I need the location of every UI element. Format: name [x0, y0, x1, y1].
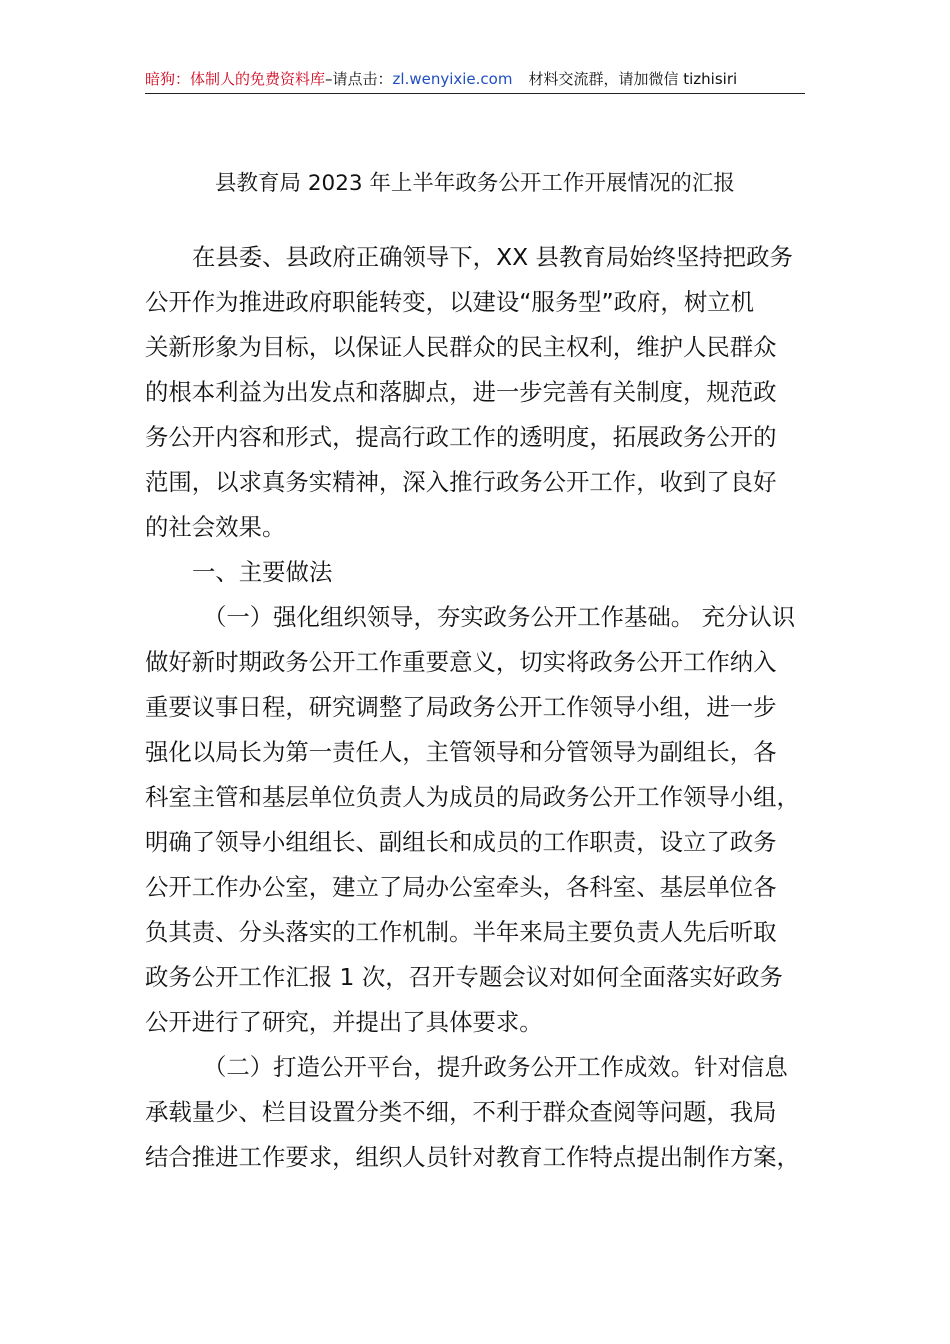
body-line: 在县委、县政府正确领导下，XX 县教育局始终坚持把政务 — [192, 243, 793, 271]
header-prompt: –请点击： — [325, 70, 393, 88]
header-brand: 暗狗：体制人的免费资料库 — [145, 70, 326, 88]
body-line: 重要议事日程，研究调整了局政务公开工作领导小组，进一步 — [145, 693, 777, 721]
body-line: 做好新时期政务公开工作重要意义，切实将政务公开工作纳入 — [145, 648, 777, 676]
page-header — [145, 66, 805, 92]
body-line: 公开进行了研究，并提出了具体要求。 — [145, 1008, 543, 1036]
header-divider — [145, 93, 805, 94]
body-line: 务公开内容和形式，提高行政工作的透明度，拓展政务公开的 — [145, 423, 777, 451]
document-title: 县教育局 2023 年上半年政务公开工作开展情况的汇报 — [215, 171, 735, 196]
header-note: 材料交流群，请加微信 tizhisiri — [528, 70, 738, 88]
body-line: 明确了领导小组组长、副组长和成员的工作职责，设立了政务 — [145, 828, 777, 856]
body-line: 承载量少、栏目设置分类不细，不利于群众查阅等问题，我局 — [145, 1098, 777, 1126]
subsection-heading-line: （一）强化组织领导，夯实政务公开工作基础。 充分认识 — [203, 603, 796, 631]
body-line: 强化以局长为第一责任人，主管领导和分管领导为副组长，各 — [145, 738, 777, 766]
body-line: 的根本利益为出发点和落脚点，进一步完善有关制度，规范政 — [145, 378, 777, 406]
body-line: 负其责、分头落实的工作机制。半年来局主要负责人先后听取 — [145, 918, 777, 946]
body-line: 的社会效果。 — [145, 513, 286, 541]
section-heading: 一、主要做法 — [192, 558, 333, 586]
body-line: 范围，以求真务实精神，深入推行政务公开工作，收到了良好 — [145, 468, 777, 496]
body-line: 公开工作办公室，建立了局办公室牵头，各科室、基层单位各 — [145, 873, 777, 901]
body-line: 结合推进工作要求，组织人员针对教育工作特点提出制作方案， — [145, 1143, 800, 1171]
body-line: 关新形象为目标，以保证人民群众的民主权利，维护人民群众 — [145, 333, 777, 361]
body-line: 政务公开工作汇报 1 次，召开专题会议对如何全面落实好政务 — [145, 963, 783, 991]
body-line: 公开作为推进政府职能转变，以建设“服务型”政府，树立机 — [145, 288, 754, 316]
subsection-heading-line: （二）打造公开平台，提升政务公开工作成效。针对信息 — [203, 1053, 788, 1081]
header-url-link[interactable]: zl.wenyixie.com — [392, 70, 513, 88]
body-line: 科室主管和基层单位负责人为成员的局政务公开工作领导小组， — [145, 783, 800, 811]
